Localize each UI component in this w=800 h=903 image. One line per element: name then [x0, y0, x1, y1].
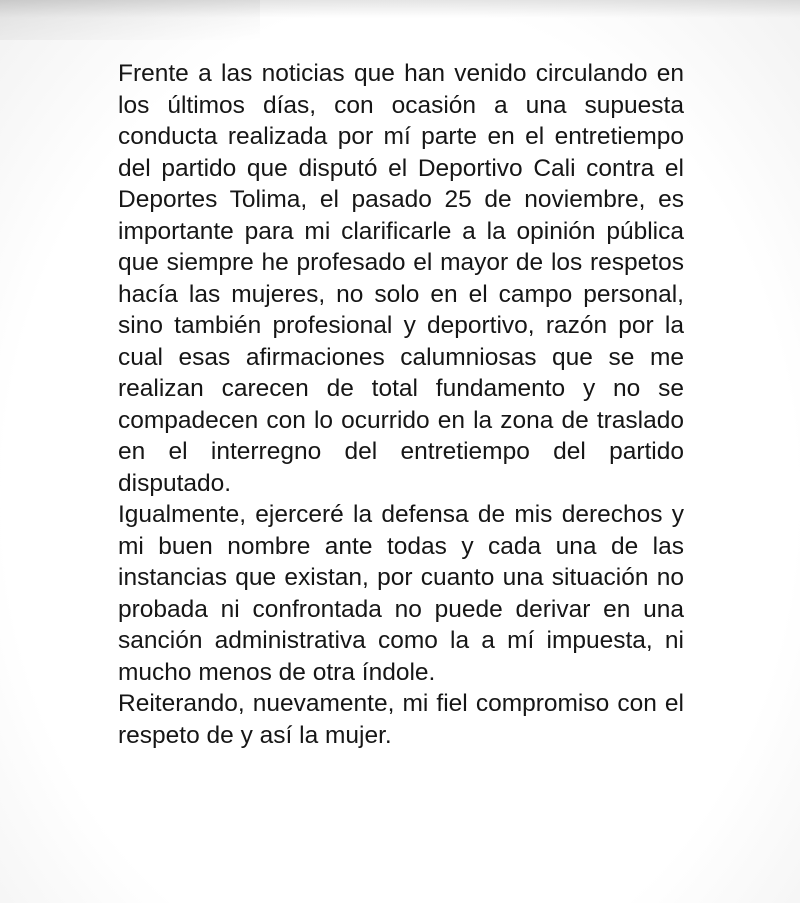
- paragraph-2: Igualmente, ejerceré la defensa de mis derechos y mi buen nombre ante todas y cada una de las instancias que existan, por cuanto una situación no probada ni confrontada no puede derivar en una sanción administrativa como la a mí impuesta, ni mucho menos de otra índole.: [118, 501, 684, 686]
- paragraph-3: Reiterando, nuevamente, mi fiel compromiso con el respeto de y así la mujer.: [118, 690, 684, 749]
- paragraph-1: Frente a las noticias que han venido circulando en los últimos días, con ocasión a una supuesta conducta realizada por mí parte en el entretiempo del partido que disputó el Deportivo Cali contra el Deportes Tolima, el pasado 25 de noviembre, es importante para mi clarificarle a la opinión pública que siempre he profesado el mayor de los respetos hacía las mujeres, no solo en el campo personal, sino también profesional y deportivo, razón por la cual esas afirmaciones calumniosas que se me realizan carecen de total fundamento y no se compadecen con lo ocurrido en la zona de traslado en el interregno del entretiempo del partido disputado.: [118, 60, 684, 497]
- statement-text: [118, 58, 684, 751]
- corner-shadow: [0, 0, 260, 40]
